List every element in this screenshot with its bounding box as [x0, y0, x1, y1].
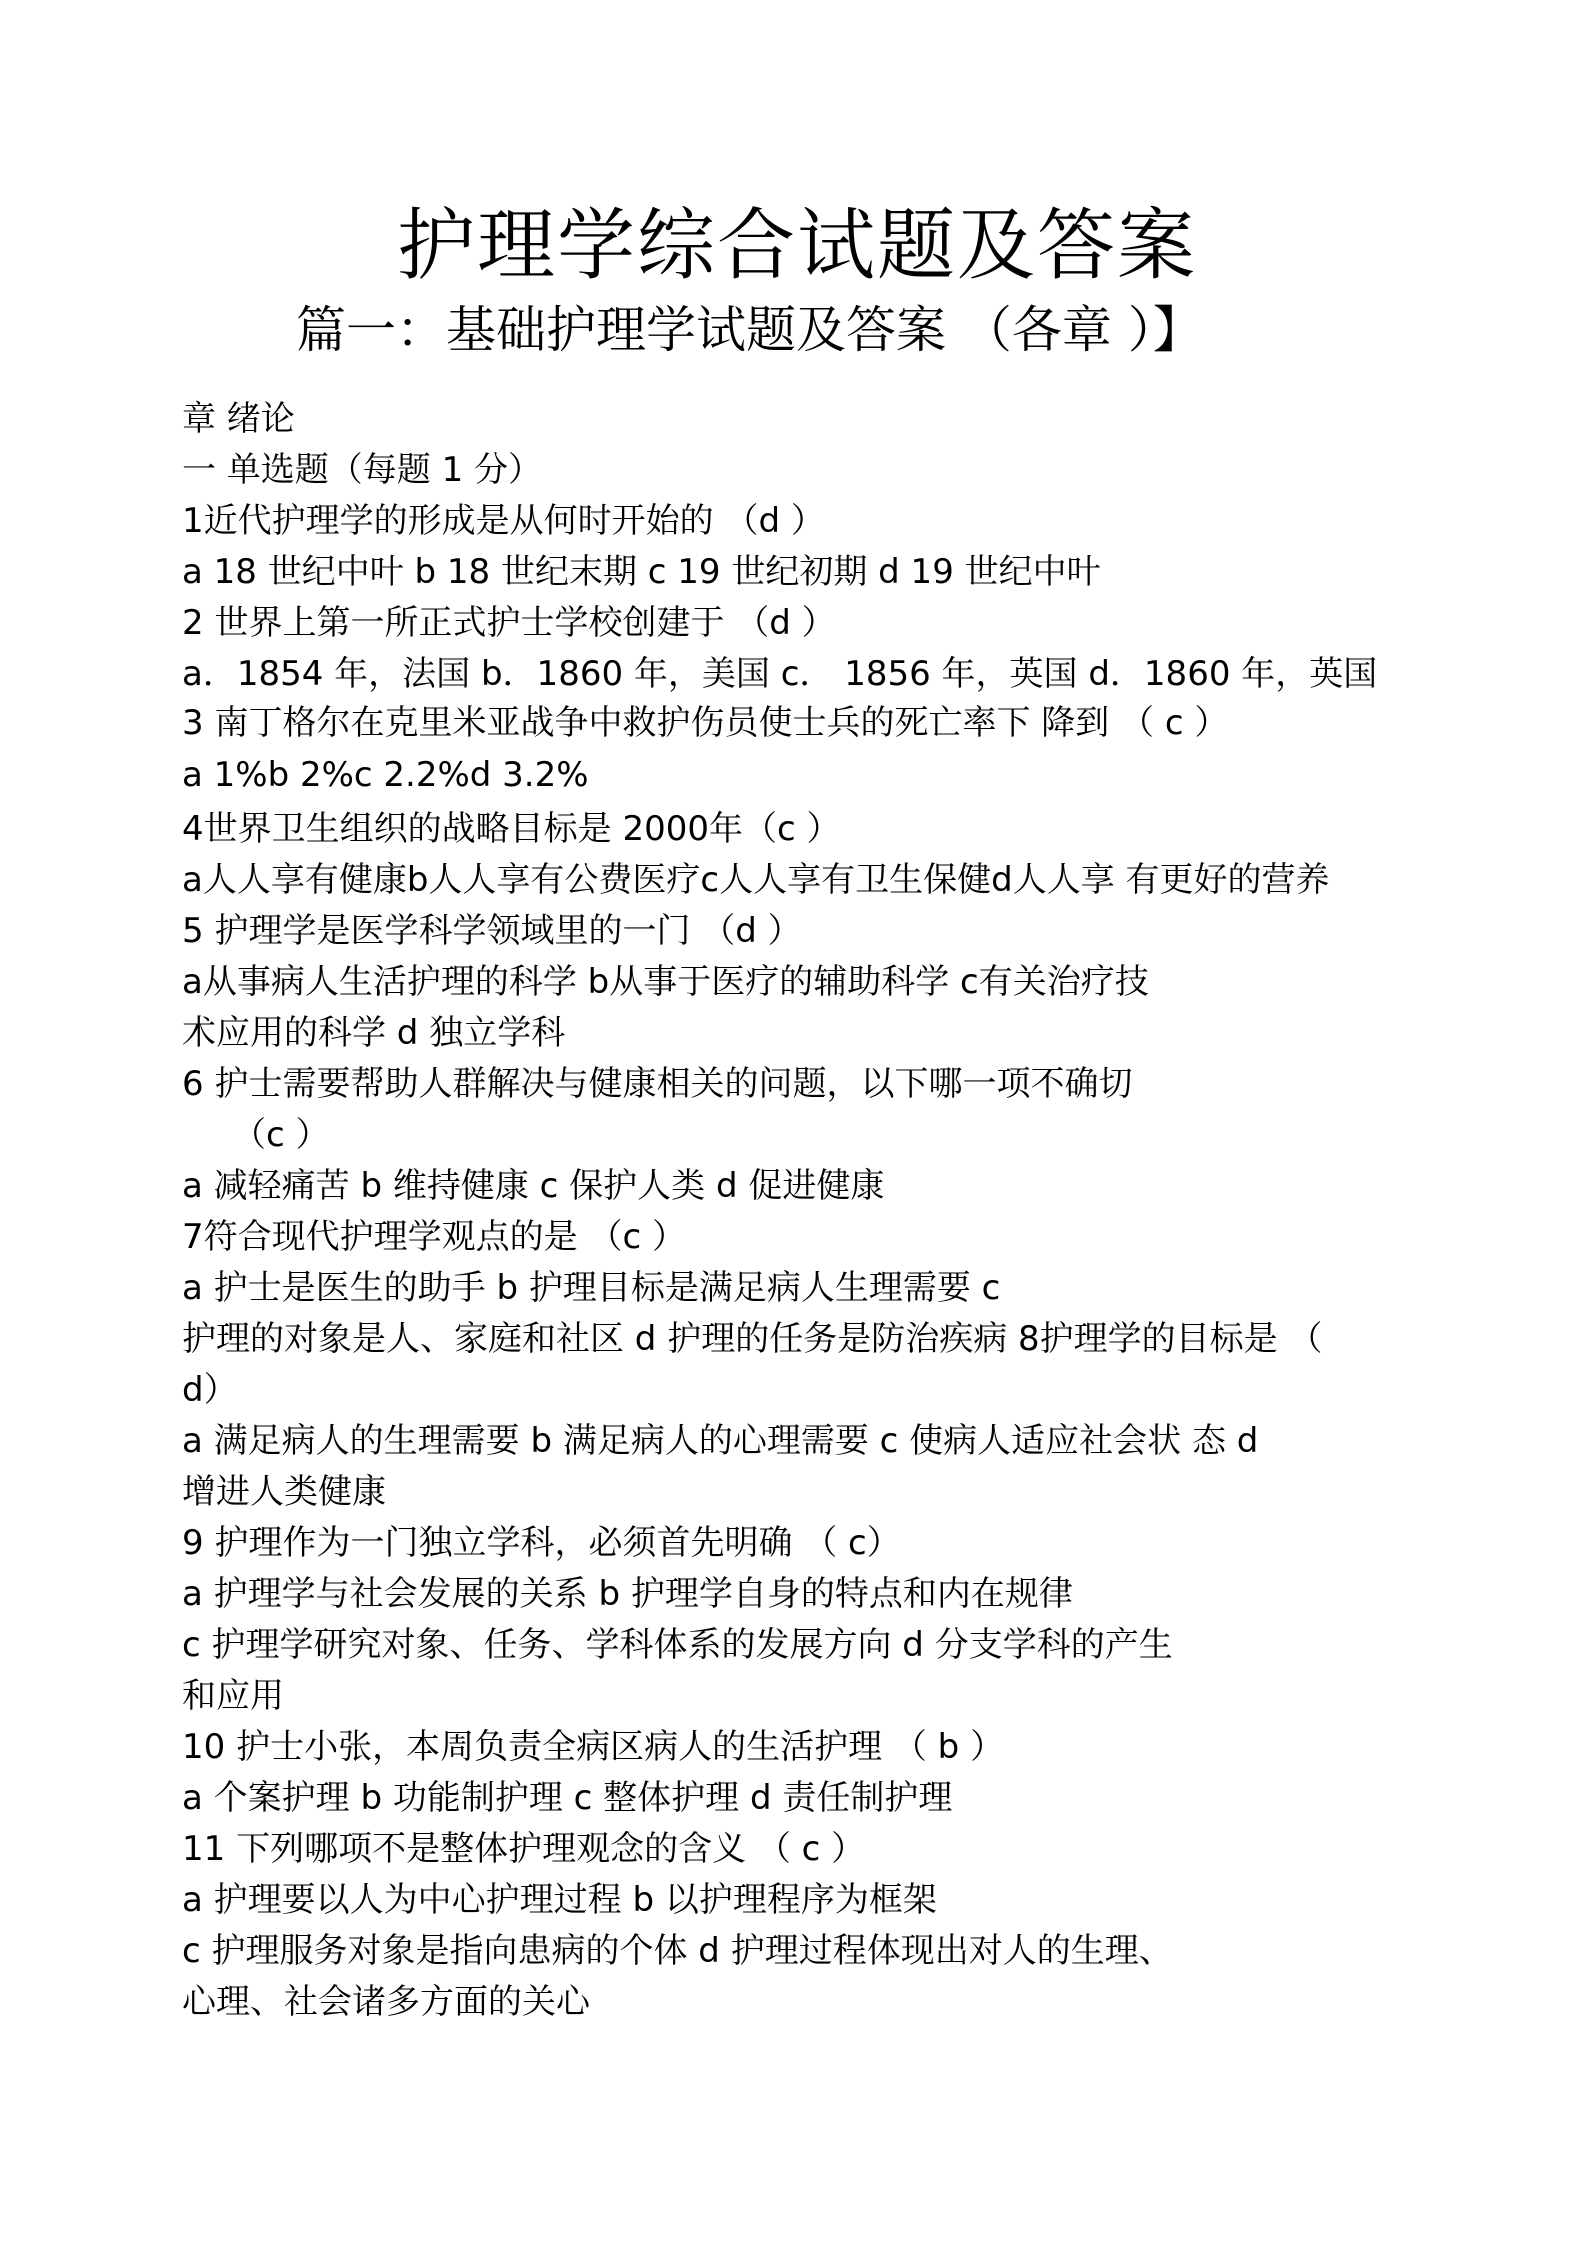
- question-line: 9 护理作为一门独立学科，必须首先明确 （ c）: [182, 1523, 901, 1563]
- document-title: 护理学综合试题及答案: [396, 201, 1197, 291]
- question-line: 7符合现代护理学观点的是 （c ）: [182, 1217, 686, 1257]
- question-line: 3 南丁格尔在克里米亚战争中救护伤员使士兵的死亡率下 降到 （ c ）: [182, 703, 1229, 743]
- question-line: 5 护理学是医学科学领域里的一门 （d ）: [182, 911, 802, 951]
- option-line: a 护理要以人为中心护理过程 b 以护理程序为框架: [182, 1880, 937, 1920]
- question-line: 1近代护理学的形成是从何时开始的 （d ）: [182, 501, 825, 541]
- option-line: a 满足病人的生理需要 b 满足病人的心理需要 c 使病人适应社会状 态 d: [182, 1421, 1259, 1461]
- option-line: 术应用的科学 d 独立学科: [182, 1013, 566, 1053]
- answer-line: （c ）: [232, 1115, 330, 1155]
- document-subtitle: 篇一：基础护理学试题及答案 （各章 ）】: [296, 301, 1203, 359]
- question-line: 11 下列哪项不是整体护理观念的含义 （ c ）: [182, 1829, 866, 1869]
- option-line: 和应用: [182, 1676, 284, 1716]
- option-line: a 18 世纪中叶 b 18 世纪末期 c 19 世纪初期 d 19 世纪中叶: [182, 552, 1101, 592]
- option-line: a 减轻痛苦 b 维持健康 c 保护人类 d 促进健康: [182, 1166, 885, 1206]
- question-line: 6 护士需要帮助人群解决与健康相关的问题，以下哪一项不确切: [182, 1064, 1133, 1104]
- question-line: 10 护士小张，本周负责全病区病人的生活护理 （ b ）: [182, 1727, 1005, 1767]
- document-body: [182, 394, 1482, 2028]
- option-line: a．1854 年，法国 b．1860 年，美国 c． 1856 年，英国 d．1860 年，英国: [182, 654, 1378, 694]
- option-line: 心理、社会诸多方面的关心: [182, 1982, 590, 2022]
- option-line: a 护士是医生的助手 b 护理目标是满足病人生理需要 c: [182, 1268, 1001, 1308]
- chapter-heading: 章 绪论: [182, 399, 295, 439]
- option-line: c 护理学研究对象、任务、学科体系的发展方向 d 分支学科的产生: [182, 1625, 1173, 1665]
- option-line: a 1%b 2%c 2.2%d 3.2%: [182, 755, 589, 795]
- option-line: a 护理学与社会发展的关系 b 护理学自身的特点和内在规律: [182, 1574, 1073, 1614]
- option-line: a 个案护理 b 功能制护理 c 整体护理 d 责任制护理: [182, 1778, 953, 1818]
- answer-line: d）: [182, 1370, 238, 1410]
- option-line: c 护理服务对象是指向患病的个体 d 护理过程体现出对人的生理、: [182, 1931, 1173, 1971]
- option-line: 增进人类健康: [182, 1472, 386, 1512]
- option-line: a从事病人生活护理的科学 b从事于医疗的辅助科学 c有关治疗技: [182, 962, 1149, 1002]
- question-line: 4世界卫生组织的战略目标是 2000年（c ）: [182, 809, 841, 849]
- question-line: 2 世界上第一所正式护士学校创建于 （d ）: [182, 603, 836, 643]
- section-heading: 一 单选题（每题 1 分）: [182, 450, 543, 490]
- option-line: 护理的对象是人、家庭和社区 d 护理的任务是防治疾病 8护理学的目标是 （: [182, 1319, 1323, 1359]
- option-line: a人人享有健康b人人享有公费医疗c人人享有卫生保健d人人享 有更好的营养: [182, 860, 1330, 900]
